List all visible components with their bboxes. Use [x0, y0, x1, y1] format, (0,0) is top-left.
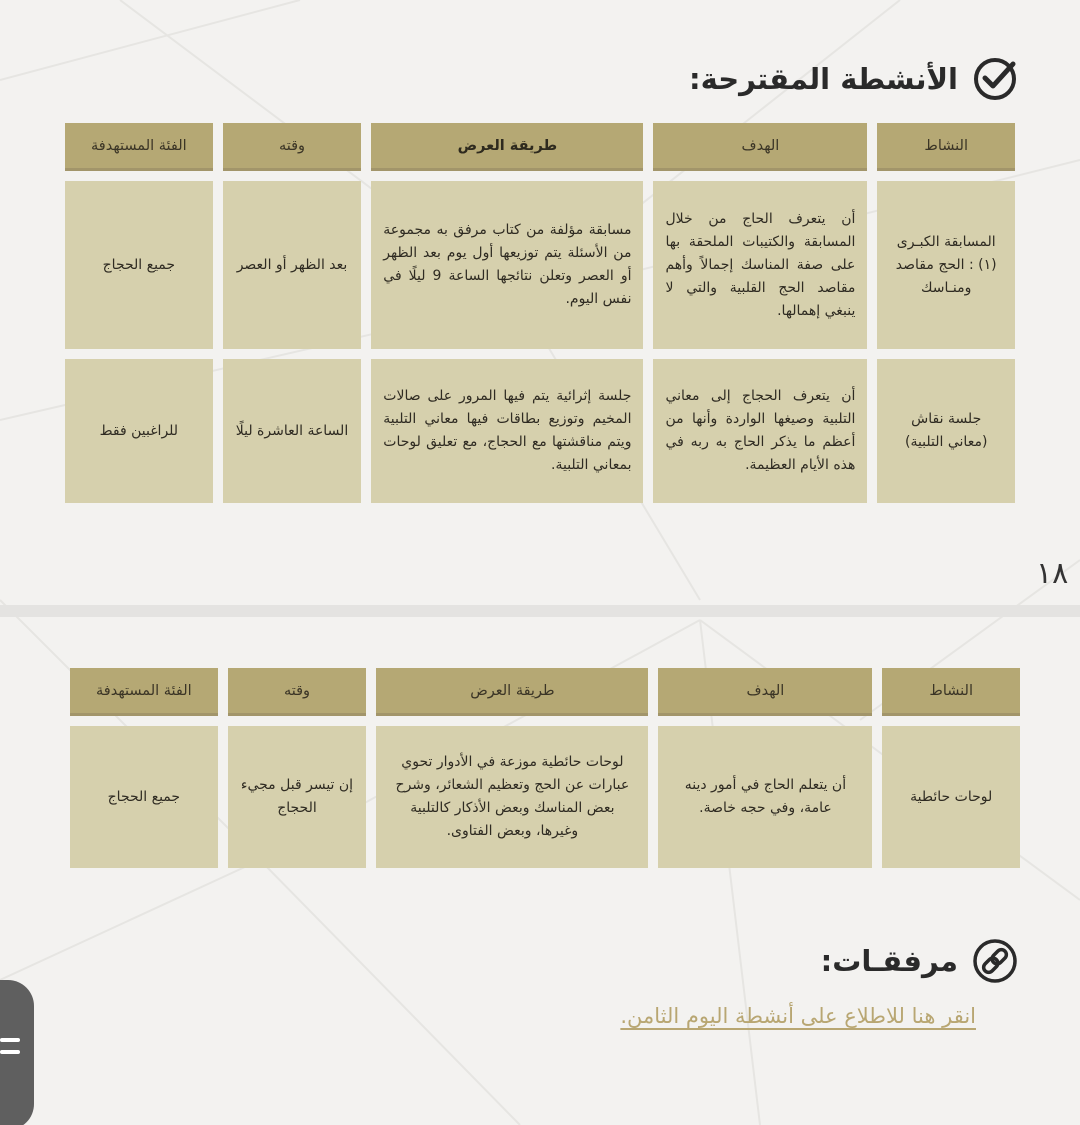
header-time: وقته	[228, 668, 367, 716]
header-activity: النشاط	[877, 123, 1015, 171]
table-row	[70, 726, 1020, 868]
cell-goal: أن يتعرف الحاج من خلال المسابقة والكتيبات الملحقة بها على صفة المناسك إجمالاً وأهم مقاصد الحج القلبية والتي لا ينبغي إهمالها.	[653, 181, 867, 349]
header-method: طريقة العرض	[376, 668, 648, 716]
menu-bar-icon	[0, 1038, 20, 1042]
cell-time: الساعة العاشرة ليلًا	[223, 359, 362, 503]
table-row	[65, 359, 1015, 503]
header-goal: الهدف	[658, 668, 872, 716]
cell-activity: جلسة نقاش (معاني التلبية)	[877, 359, 1015, 503]
header-activity: النشاط	[882, 668, 1020, 716]
menu-bar-icon	[0, 1050, 20, 1054]
attachments-title: مرفقـات:	[820, 944, 958, 978]
activities-title: الأنشطة المقترحة:	[689, 62, 958, 96]
table-header-row	[70, 668, 1020, 716]
page-number: ١٨	[1036, 556, 1069, 591]
side-menu-handle[interactable]	[0, 980, 34, 1125]
page-divider	[0, 605, 1080, 617]
link-icon	[972, 938, 1018, 984]
cell-goal: أن يتعلم الحاج في أمور دينه عامة، وفي حجه خاصة.	[658, 726, 872, 868]
cell-activity: المسابقة الكبـرى (١) : الحج مقاصد ومنـاسك	[877, 181, 1015, 349]
header-time: وقته	[223, 123, 362, 171]
header-target: الفئة المستهدفة	[70, 668, 218, 716]
activities-table-1	[55, 113, 1025, 513]
cell-method: لوحات حائطية موزعة في الأدوار تحوي عبارات عن الحج وتعظيم الشعائر، وشرح بعض المناسك وبعض الأذكار كالتلبية وغيرها، وبعض الفتاوى.	[376, 726, 648, 868]
table-header-row	[65, 123, 1015, 171]
cell-time: بعد الظهر أو العصر	[223, 181, 362, 349]
attachments-heading	[821, 938, 1018, 984]
cell-target: جميع الحجاج	[65, 181, 213, 349]
table-row	[65, 181, 1015, 349]
cell-target: جميع الحجاج	[70, 726, 218, 868]
cell-activity: لوحات حائطية	[882, 726, 1020, 868]
header-goal: الهدف	[653, 123, 867, 171]
cell-goal: أن يتعرف الحجاج إلى معاني التلبية وصيغها الواردة وأنها من أعظم ما يذكر الحاج به ربه في هذه الأيام العظيمة.	[653, 359, 867, 503]
check-circle-icon	[972, 56, 1018, 102]
cell-target: للراغبين فقط	[65, 359, 213, 503]
cell-method: جلسة إثرائية يتم فيها المرور على صالات المخيم وتوزيع بطاقات فيها معاني التلبية ويتم مناقشتها مع الحجاج، مع تعليق لوحات بمعاني التلبية.	[371, 359, 643, 503]
cell-method: مسابقة مؤلفة من كتاب مرفق به مجموعة من الأسئلة يتم توزيعها أول يوم بعد الظهر أو العصر وتعلن نتائجها الساعة 9 ليلًا في نفس اليوم.	[371, 181, 643, 349]
activities-heading	[689, 56, 1018, 102]
activities-table-2	[60, 658, 1030, 878]
day-eight-activities-link[interactable]: انقر هنا للاطلاع على أنشطة اليوم الثامن.	[620, 1004, 976, 1028]
header-method: طريقة العرض	[371, 123, 643, 171]
cell-time: إن تيسر قبل مجيء الحجاج	[228, 726, 367, 868]
header-target: الفئة المستهدفة	[65, 123, 213, 171]
